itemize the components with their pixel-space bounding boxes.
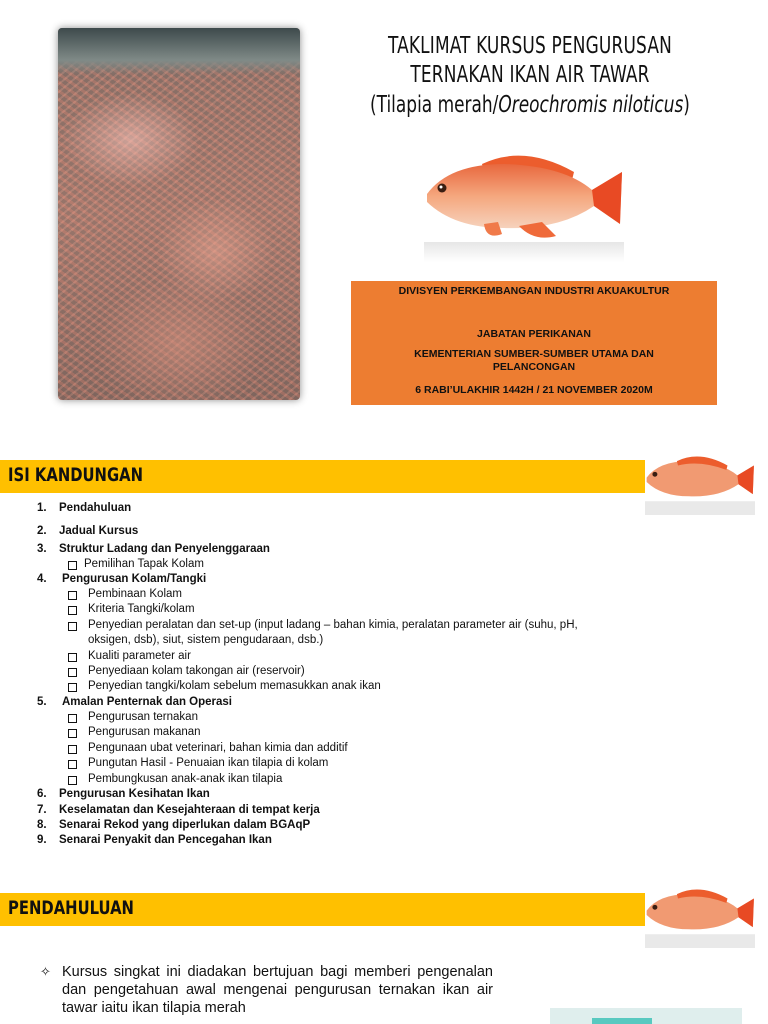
toc-subitem: Pungutan Hasil - Penuaian ikan tilapia di kolam: [88, 757, 329, 769]
cover-title: [330, 32, 730, 120]
title-close-paren: ): [683, 92, 690, 118]
red-tilapia-fish-thumbnail: [645, 447, 755, 517]
intro-paragraph: [40, 963, 493, 1017]
toc-subitem: Penyediaan kolam takongan air (reservoir): [88, 665, 305, 677]
toc-subitem: Pengunaan ubat veterinari, bahan kimia dan additif: [88, 742, 348, 754]
checkbox-icon: [68, 714, 77, 723]
checkbox-icon: [68, 683, 77, 692]
pond-edge: [58, 28, 300, 74]
toc-subitem: Penyedian peralatan dan set-up (input ladang – bahan kimia, peralatan parameter air (suhu, pH,: [88, 619, 578, 631]
red-tilapia-fish-thumbnail: [645, 880, 755, 950]
intro-text: Kursus singkat ini diadakan bertujuan bagi memberi pengenalan dan pengetahuan awal mengenai pengurusan ternakan ikan air tawar iaitu ikan tilapia merah: [62, 964, 493, 1016]
title-line-1: TAKLIMAT KURSUS PENGURUSAN: [388, 33, 672, 59]
intro-heading: PENDAHULUAN: [8, 897, 134, 919]
organization-box: [351, 281, 717, 405]
tilapia-pond-photo: [58, 28, 300, 400]
intro-header-bar: [0, 893, 645, 926]
checkbox-icon: [68, 729, 77, 738]
toc-header-bar: [0, 460, 645, 493]
toc-subitem: Pengurusan ternakan: [88, 711, 198, 723]
toc-heading: ISI KANDUNGAN: [8, 464, 144, 486]
checkbox-icon: [68, 606, 77, 615]
division-text: DIVISYEN PERKEMBANGAN INDUSTRI AKUAKULTUR: [398, 285, 670, 297]
toc-subitem: Pembinaan Kolam: [88, 588, 182, 600]
ministry-text: KEMENTERIAN SUMBER-SUMBER UTAMA DAN PELANCONGAN: [414, 348, 654, 373]
toc-subitem: Penyedian tangki/kolam sebelum memasukkan anak ikan: [88, 680, 381, 692]
checkbox-icon: [68, 622, 77, 631]
toc-subitem: Pengurusan makanan: [88, 726, 201, 738]
toc-subitem: Pembungkusan anak-anak ikan tilapia: [88, 773, 283, 785]
red-tilapia-fish-image: [424, 142, 624, 262]
checkbox-icon: [68, 776, 77, 785]
checkbox-icon: [68, 561, 77, 570]
checkbox-icon: [68, 745, 77, 754]
diamond-outline-icon: ✧: [40, 964, 51, 979]
title-line-3: [366, 90, 694, 120]
toc-subitem: Pemilihan Tapak Kolam: [84, 558, 204, 570]
checkbox-icon: [68, 591, 77, 600]
next-slide-preview: [550, 1008, 742, 1024]
teal-shape: [592, 1018, 652, 1024]
department-text: JABATAN PERIKANAN: [477, 328, 591, 340]
toc-subitem-continued: oksigen, dsb), siut, sistem pengudaraan, dsb.): [88, 634, 324, 646]
title-common-name: (Tilapia merah/: [370, 92, 499, 118]
checkbox-icon: [68, 653, 77, 662]
title-scientific-name: Oreochromis niloticus: [498, 92, 684, 118]
checkbox-icon: [68, 668, 77, 677]
toc-subitem: Kriteria Tangki/kolam: [88, 603, 195, 615]
date-text: 6 RABI’ULAKHIR 1442H / 21 NOVEMBER 2020M: [415, 384, 653, 396]
title-line-2: TERNAKAN IKAN AIR TAWAR: [410, 62, 650, 88]
checkbox-icon: [68, 760, 77, 769]
toc-subitem: Kualiti parameter air: [88, 650, 191, 662]
